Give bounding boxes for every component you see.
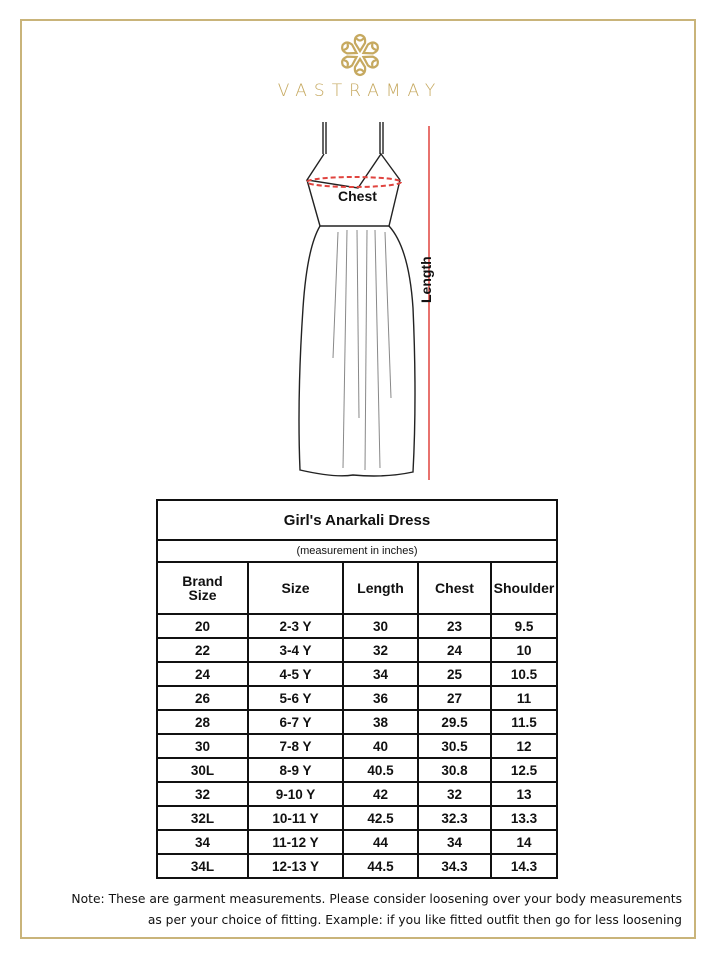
cell-shoulder: 13 <box>491 782 557 806</box>
table-row <box>157 830 557 854</box>
cell-length: 40 <box>343 734 418 758</box>
brand-name: VASTRAMAY <box>277 81 443 101</box>
dress-illustration <box>285 118 455 488</box>
size-chart-table <box>156 499 558 879</box>
cell-shoulder: 13.3 <box>491 806 557 830</box>
cell-length: 42 <box>343 782 418 806</box>
cell-size: 4-5 Y <box>248 662 343 686</box>
cell-length: 38 <box>343 710 418 734</box>
note-text <box>24 889 682 931</box>
cell-chest: 30.8 <box>418 758 491 782</box>
cell-size: 8-9 Y <box>248 758 343 782</box>
table-row <box>157 710 557 734</box>
table-title: Girl's Anarkali Dress <box>157 500 557 540</box>
note-line-1: Note: These are garment measurements. Please consider loosening over your body measurements <box>71 892 682 906</box>
table-row <box>157 638 557 662</box>
cell-shoulder: 10 <box>491 638 557 662</box>
cell-brand-size: 20 <box>157 614 248 638</box>
cell-size: 5-6 Y <box>248 686 343 710</box>
table-row <box>157 854 557 878</box>
cell-length: 40.5 <box>343 758 418 782</box>
cell-brand-size: 30L <box>157 758 248 782</box>
cell-size: 10-11 Y <box>248 806 343 830</box>
cell-chest: 23 <box>418 614 491 638</box>
cell-brand-size: 24 <box>157 662 248 686</box>
table-row <box>157 734 557 758</box>
header-size: Size <box>248 562 343 614</box>
table-row <box>157 662 557 686</box>
header-shoulder: Shoulder <box>491 562 557 614</box>
cell-length: 42.5 <box>343 806 418 830</box>
cell-chest: 30.5 <box>418 734 491 758</box>
cell-shoulder: 14.3 <box>491 854 557 878</box>
cell-chest: 34.3 <box>418 854 491 878</box>
cell-length: 36 <box>343 686 418 710</box>
cell-length: 44 <box>343 830 418 854</box>
cell-brand-size: 26 <box>157 686 248 710</box>
cell-length: 34 <box>343 662 418 686</box>
cell-length: 44.5 <box>343 854 418 878</box>
cell-chest: 25 <box>418 662 491 686</box>
table-row <box>157 782 557 806</box>
cell-brand-size: 34L <box>157 854 248 878</box>
cell-size: 9-10 Y <box>248 782 343 806</box>
cell-size: 3-4 Y <box>248 638 343 662</box>
cell-brand-size: 30 <box>157 734 248 758</box>
cell-shoulder: 10.5 <box>491 662 557 686</box>
cell-chest: 24 <box>418 638 491 662</box>
length-label: Length <box>418 256 434 303</box>
table-row <box>157 614 557 638</box>
cell-shoulder: 12.5 <box>491 758 557 782</box>
cell-shoulder: 12 <box>491 734 557 758</box>
table-subtitle: (measurement in inches) <box>157 540 557 562</box>
chest-label: Chest <box>338 188 377 204</box>
cell-chest: 32.3 <box>418 806 491 830</box>
cell-brand-size: 28 <box>157 710 248 734</box>
table-header-row <box>157 562 557 614</box>
cell-size: 6-7 Y <box>248 710 343 734</box>
cell-chest: 29.5 <box>418 710 491 734</box>
table-row <box>157 758 557 782</box>
cell-size: 11-12 Y <box>248 830 343 854</box>
cell-size: 2-3 Y <box>248 614 343 638</box>
table-row <box>157 806 557 830</box>
cell-length: 32 <box>343 638 418 662</box>
header-chest: Chest <box>418 562 491 614</box>
cell-shoulder: 11 <box>491 686 557 710</box>
cell-shoulder: 14 <box>491 830 557 854</box>
cell-chest: 27 <box>418 686 491 710</box>
note-line-2: as per your choice of fitting. Example: if you like fitted outfit then go for less loosening <box>147 913 682 927</box>
cell-length: 30 <box>343 614 418 638</box>
header-length: Length <box>343 562 418 614</box>
cell-brand-size: 32L <box>157 806 248 830</box>
cell-shoulder: 11.5 <box>491 710 557 734</box>
cell-size: 12-13 Y <box>248 854 343 878</box>
cell-shoulder: 9.5 <box>491 614 557 638</box>
cell-brand-size: 32 <box>157 782 248 806</box>
cell-chest: 32 <box>418 782 491 806</box>
cell-brand-size: 22 <box>157 638 248 662</box>
cell-brand-size: 34 <box>157 830 248 854</box>
cell-size: 7-8 Y <box>248 734 343 758</box>
brand-logo <box>0 32 720 78</box>
header-brand-size: Brand Size <box>157 562 248 614</box>
table-row <box>157 686 557 710</box>
cell-chest: 34 <box>418 830 491 854</box>
mandala-flower-icon <box>337 32 383 78</box>
